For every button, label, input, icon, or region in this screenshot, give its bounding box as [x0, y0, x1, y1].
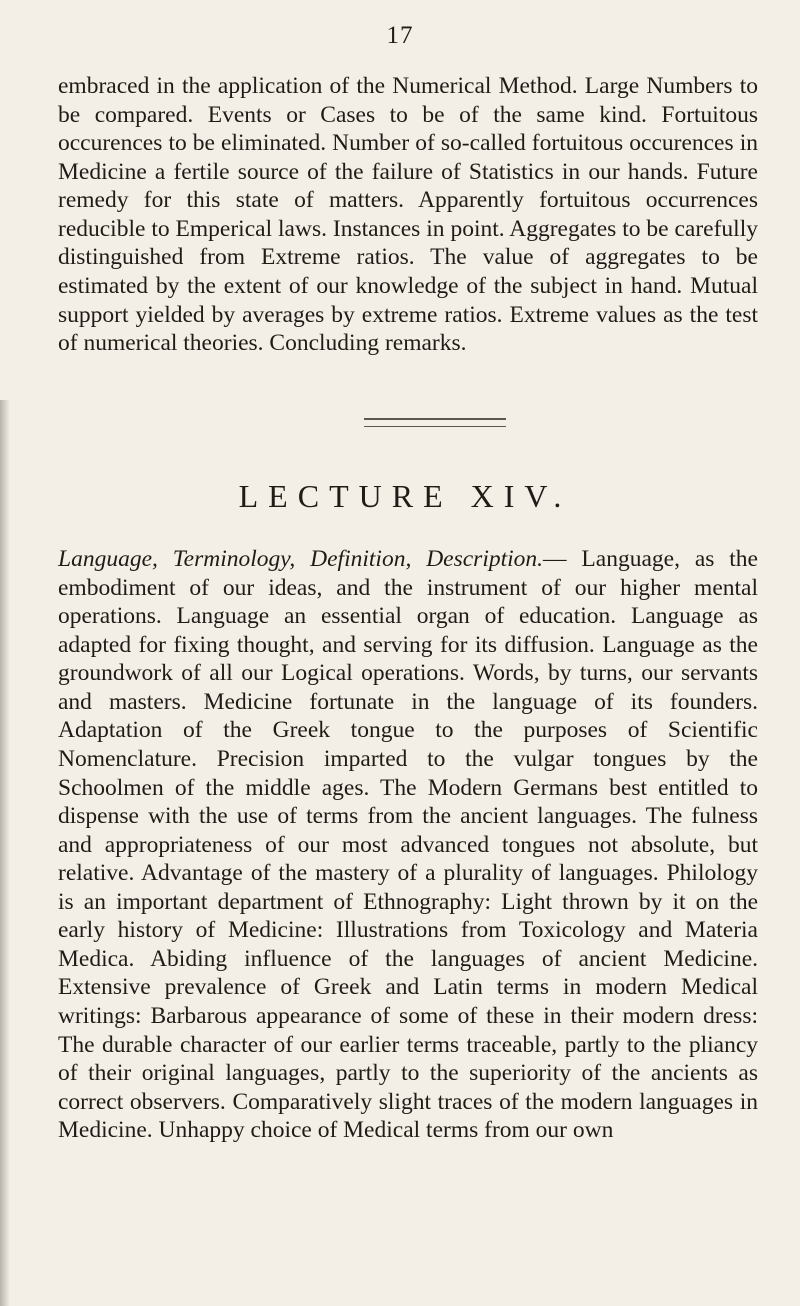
section-heading: Language, Terminology, Definition, Description.	[58, 546, 544, 572]
lecture-summary-paragraph-2	[58, 545, 758, 1145]
page-number: 17	[386, 22, 414, 49]
lecture-title: LECTURE XIV.	[238, 478, 572, 514]
page-shadow	[0, 400, 10, 1306]
decorative-rule	[364, 418, 506, 424]
section-text: — Language, as the embodiment of our ideas, and the instrument of our higher mental operations. Language an essential organ of education. Language as adapted for fixing thought, and serving for its diffusion. Language as the groundwork of all our Logical operations. Words, by turns, our servants and masters. Medicine fortunate in the language of its founders. Adaptation of the Greek tongue to the purposes of Scientific Nomenclature. Precision imparted to the vulgar tongues by the Schoolmen of the middle ages. The Modern Germans best entitled to dispense with the use of terms from the ancient languages. The fulness and appropriateness of our most advanced tongues not absolute, but relative. Advantage of the mastery of a plurality of languages. Philology is an important department of Ethnography: Light thrown by it on the early history of Medicine: Illustrations from Toxicology and Materia Medica. Abiding influence of the languages of ancient Medicine. Extensive prevalence of Greek and Latin terms in modern Medical writings: Barbarous appearance of some of these in their modern dress: The durable character of our earlier terms traceable, partly to the pliancy of their original languages, partly to the superiority of the ancients as correct observers. Comparatively slight traces of the modern languages in Medicine. Unhappy choice of Medical terms from our own	[58, 546, 758, 1144]
lecture-summary-paragraph: embraced in the application of the Numerical Method. Large Numbers to be compared. Events or Cases to be of the same kind. Fortuitous occurences to be eliminated. Number of so-called fortuitous occurences in Medicine a fertile source of the failure of Statistics in our hands. Future remedy for this state of matters. Apparently fortuitous occurrences reducible to Emperical laws. Instances in point. Aggregates to be carefully distinguished from Extreme ratios. The value of aggregates to be estimated by the extent of our knowledge of the subject in hand. Mutual support yielded by averages by extreme ratios. Extreme values as the test of numerical theories. Concluding remarks.	[58, 73, 758, 357]
